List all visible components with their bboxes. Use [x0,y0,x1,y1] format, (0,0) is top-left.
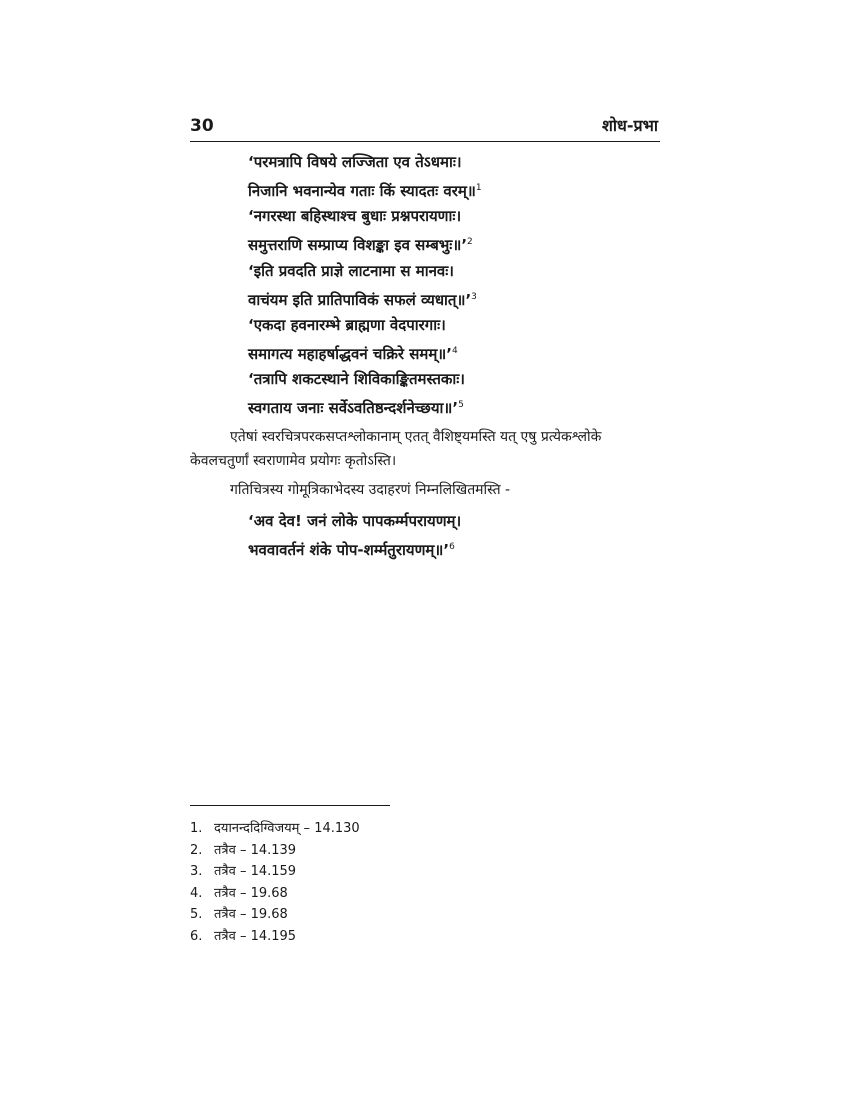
footnote-6: 6. तत्रैव – 14.195 [190,928,297,944]
footnote-rule [190,805,390,806]
footnote-4: 4. तत्रैव – 19.68 [190,885,288,901]
verse-6-line-2: भववावर्तनं शंके पोप-शर्म्मतुरायणम्॥’$^6$ [248,541,455,559]
verse-1-line-2: निजानि भवनान्येव गताः किं स्यादतः वरम्॥$^1$ [248,182,482,200]
verse-3 [248,258,477,313]
verse-2-line-1: ‘नगरस्था बहिस्थाश्च बुधाः प्रश्नपरायणाः। [248,207,462,225]
page-number: 30 [190,116,214,136]
verse-1-line-1: ‘परमत्रापि विषये लज्जिता एव तेऽधमाः। [248,153,462,171]
footnotes [190,818,360,947]
footnote-2: 2. तत्रैव – 14.139 [190,842,297,858]
verse-3-line-1: ‘इति प्रवदति प्राज्ञे लाटनामा स मानवः। [248,262,454,280]
verse-4-line-2: समागत्य महाहर्षाद्धवनं चक्रिरे समम्॥’$^4$ [248,345,458,363]
verse-5-line-2: स्वगताय जनाः सर्वेऽवतिष्ठन्दर्शनेच्छया॥’$^5$ [248,399,464,417]
footnote-ref-5: 5 [458,400,464,410]
footnote-3: 3. तत्रैव – 14.159 [190,864,297,879]
paragraph-1 [190,425,662,473]
paragraph-2: गतिचित्रस्य गोमूत्रिकाभेदस्य उदाहरणं निम्नलिखितमस्ति - [230,482,511,498]
paragraph-1-line-1: एतेषां स्वरचित्रपरकसप्तश्लोकानाम् एतत् वैशिष्ट्यमस्ति यत् एषु प्रत्येकश्लोके [230,429,602,445]
footnote-ref-1: 1 [475,183,482,193]
running-head: शोध-प्रभा [601,116,658,135]
verse-1 [248,149,482,204]
footnote-ref-3: 3 [471,292,477,302]
footnote-1: 1. दयानन्ददिग्विजयम् – 14.130 [190,821,360,836]
verse-2 [248,203,473,258]
header-rule [190,141,660,142]
paragraph-1-line-2: केवलचतुर्णां स्वराणामेव प्रयोगः कृतोऽस्ति। [190,453,397,469]
verse-5 [248,366,465,421]
verse-3-line-2: वाचंयम इति प्रातिपाविकं सफलं व्यधात्॥’$^3$ [248,291,477,309]
footnote-ref-4: 4 [451,346,458,356]
footnote-ref-2: 2 [467,237,473,247]
verse-6 [248,508,461,563]
footnote-ref-6: 6 [449,542,455,552]
verse-4 [248,312,458,367]
verse-2-line-2: समुत्तराणि सम्प्राप्य विशङ्का इव सम्बभुः॥’$^2$ [248,236,473,254]
verse-5-line-1: ‘तत्रापि शकटस्थाने शिविकाङ्कितमस्तकाः। [248,370,465,388]
footnote-5: 5. तत्रैव – 19.68 [190,907,288,922]
verse-6-line-1: ‘अव देव! जनं लोके पापकर्म्मपरायणम्। [248,512,462,530]
verse-4-line-1: ‘एकदा हवनारम्भे ब्राह्मणा वेदपारगाः। [248,316,446,334]
